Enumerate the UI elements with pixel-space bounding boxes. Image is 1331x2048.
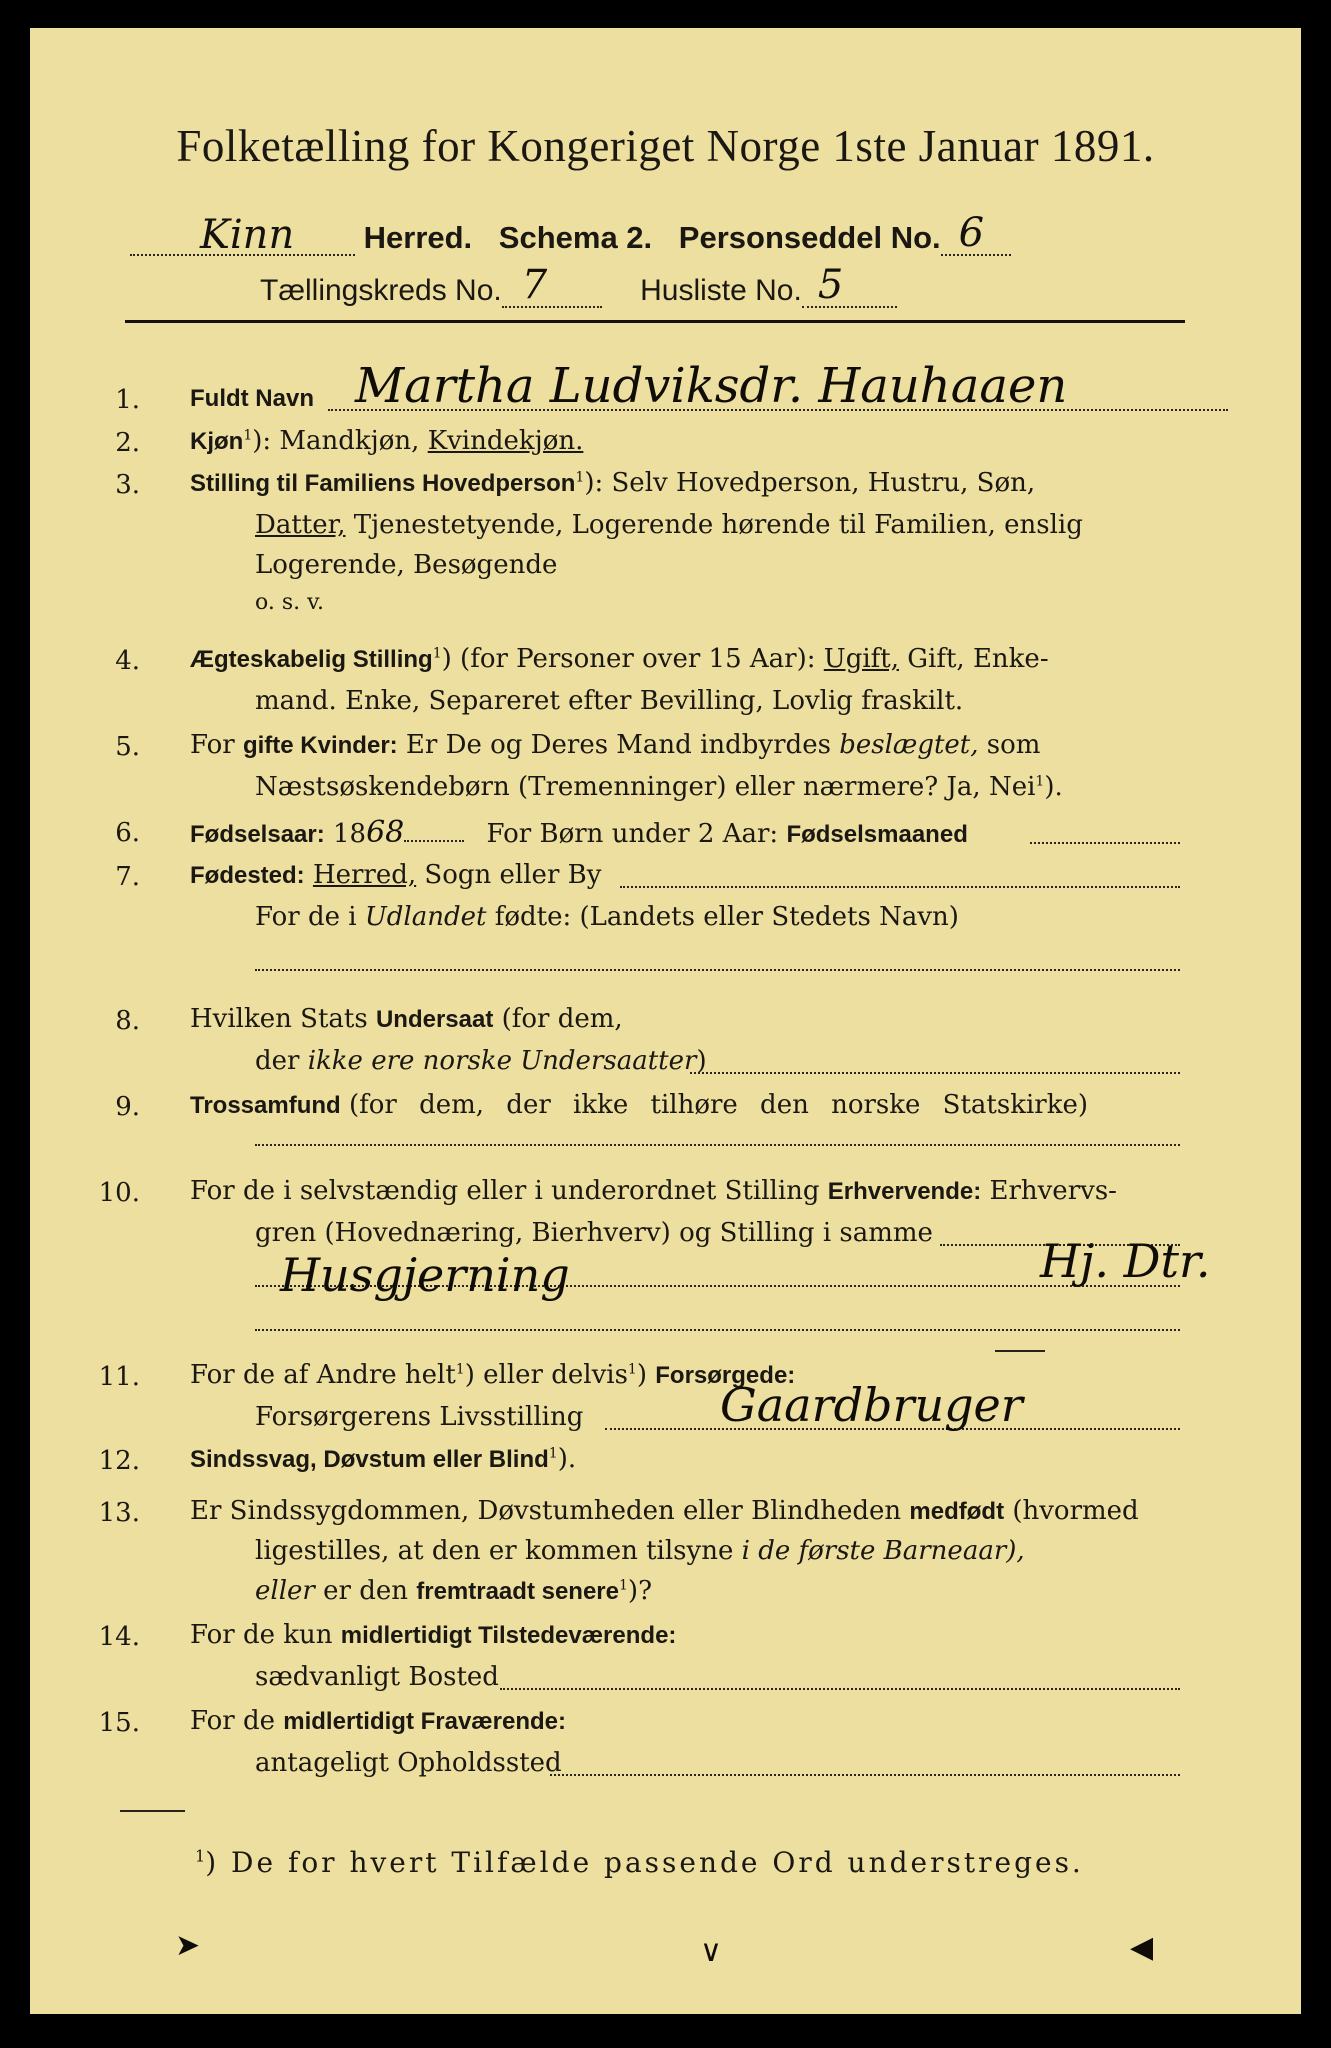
field-15-line	[550, 1773, 1180, 1776]
field-10-text-a: For de i selvstændig eller i underordnet Stilling	[190, 1176, 820, 1206]
field-8-line	[690, 1071, 1180, 1074]
field-6-text: For Børn under 2 Aar:	[486, 819, 779, 849]
field-9-label: Trossamfund	[190, 1092, 341, 1119]
field-4-number: 4.	[115, 646, 140, 676]
field-8-line2-i: ikke ere norske Undersaatter	[307, 1046, 697, 1076]
field-11-label: Forsørgede:	[655, 1362, 796, 1389]
field-15-text: For de	[190, 1706, 275, 1736]
husliste-label: Husliste No.	[640, 274, 802, 307]
field-13-line2-a: ligestilles, at den er kommen tilsyne	[255, 1536, 734, 1566]
field-8-label: Undersaat	[375, 1006, 494, 1033]
field-7-line2-i: Udlandet	[364, 902, 487, 932]
field-6-line	[1030, 841, 1180, 844]
field-10-line2: gren (Hovednæring, Bierhverv) og Stilling i samme	[255, 1218, 933, 1248]
field-13-line3-a: er den	[323, 1576, 408, 1606]
field-2-kvindekjon: Kvindekjøn.	[427, 426, 584, 456]
field-7-line2-b: fødte: (Landets eller Stedets Navn)	[494, 902, 959, 932]
form-title: Folketælling for Kongeriget Norge 1ste Januar 1891.	[176, 121, 1155, 171]
field-14-text: For de kun	[190, 1620, 333, 1650]
field-9-line	[255, 1143, 1180, 1146]
field-4-text-b: Gift, Enke-	[907, 644, 1049, 674]
field-9-text: (for dem, der ikke tilhøre den norske Statskirke)	[348, 1090, 1089, 1120]
field-10-text-b: Erhvervs-	[989, 1176, 1117, 1206]
field-14-line2: sædvanligt Bosted	[255, 1662, 499, 1692]
field-10-value2: Hj. Dtr.	[1040, 1234, 1211, 1288]
footnote-text: De for hvert Tilfælde passende Ord understreges.	[231, 1846, 1084, 1879]
field-7-line2-a: For de i	[255, 902, 357, 932]
field-4-ugift: Ugift,	[823, 644, 899, 674]
footnote-mark: 1	[195, 1846, 206, 1866]
field-3-number: 3.	[115, 470, 140, 500]
field-6-prefix: 18	[332, 819, 367, 849]
field-9-number: 9.	[115, 1092, 140, 1122]
field-8-text-b: (for dem,	[501, 1004, 623, 1034]
field-13-label: medfødt	[909, 1498, 1005, 1525]
field-11-text-b: ) eller delvis	[464, 1360, 628, 1390]
field-3-label: Stilling til Familiens Hovedperson	[190, 470, 576, 497]
field-5-text-c: som	[986, 730, 1041, 760]
field-2-text: ): Mandkjøn,	[252, 426, 420, 456]
field-13-line3-b: fremtraadt senere	[416, 1578, 619, 1605]
field-13-text-b: (hvormed	[1012, 1496, 1139, 1526]
field-11-line2: Forsørgerens Livsstilling	[255, 1402, 584, 1432]
field-2-label: Kjøn	[190, 428, 244, 455]
field-15-label: midlertidigt Fraværende:	[283, 1708, 566, 1735]
field-11-text-a: For de af Andre helt	[190, 1360, 456, 1390]
husliste-value: 5	[817, 262, 844, 308]
field-3-datter: Datter,	[255, 510, 346, 540]
field-4-text: ) (for Personer over 15 Aar):	[441, 644, 816, 674]
field-7-herred: Herred,	[312, 860, 417, 890]
field-6-number: 6.	[115, 818, 140, 848]
field-13-line3-i: eller	[255, 1576, 315, 1606]
field-15-line2: antageligt Opholdssted	[255, 1748, 562, 1778]
field-13-line2-i: i de første Barneaar),	[741, 1536, 1025, 1566]
field-3-line1: ): Selv Hovedperson, Hustru, Søn,	[584, 468, 1036, 498]
field-12-number: 12.	[98, 1446, 140, 1476]
field-4-line2: mand. Enke, Separeret efter Bevilling, Lovlig fraskilt.	[255, 686, 964, 716]
footnote-rule	[120, 1810, 185, 1812]
field-10-value: Husgjerning	[280, 1248, 570, 1302]
field-5-text-b: Er De og Deres Mand indbyrdes	[405, 730, 831, 760]
kreds-value: 7	[521, 262, 548, 308]
field-3-line2: Tjenestetyende, Logerende hørende til Familien, enslig	[353, 510, 1083, 540]
footnote: $^1$) De for hvert Tilfælde passende Ord understreges.	[195, 1846, 1084, 1879]
field-5-label: gifte Kvinder:	[242, 732, 398, 759]
field-10-label: Erhvervende:	[827, 1178, 982, 1205]
kreds-line	[260, 262, 897, 308]
field-7-label: Fødested:	[190, 862, 305, 889]
field-6-value: 68	[366, 815, 405, 850]
field-8-number: 8.	[115, 1006, 140, 1036]
field-14-line	[500, 1687, 1180, 1690]
field-3-line3: Logerende, Besøgende	[255, 550, 558, 580]
personseddel-value: 6	[958, 210, 985, 256]
field-10-number: 10.	[98, 1178, 140, 1208]
field-14-label: midlertidigt Tilstedeværende:	[340, 1622, 677, 1649]
field-11-value: Gaardbruger	[720, 1378, 1023, 1432]
census-form: Folketælling for Kongeriget Norge 1ste Januar 1891. Kinn Herred. Schema 2. Personseddel No. 6 Tællingskreds No. 7 Husliste No. 5 1. Fuldt Navn Martha Ludviksdr. Hauhaaen 2. Kjøn$^1$): Mandkjøn, Kvindekjøn. 3. Stilling til Familiens Hovedperson$^1$): Selv Hovedperson, Hustru, Søn, Datter, Tjenestetyende, Logerende hørende til Familien, enslig Logerende, Besøgende o. s. v. 4. Ægteskabelig Stilling$^1$) (for Personer over 15 Aar): Ugift, Gift, Enke- mand. Enke, Separeret efter Bevilling, Lovlig fraskilt. 5. For gifte Kvinder: Er De og Deres Mand indbyrdes beslægtet, som Næstsøskendebørn (Tremenninger) eller nærmere? Ja, Nei$^1$). 6. Fødselsaar: 1868 For Børn under 2 Aar: Fødselsmaaned 7. Fødested: Herred, Sogn eller By For de i Udlandet fødte: (Landets eller Stedets Navn) 8. Hvilken Stats Undersaat (for dem, der ikke ere norske Undersaatter) 9. Trossamfund (for dem, der ikke tilhøre den norske Statskirke) 10. For de i selvstændig eller i underordnet Stilling Erhvervende: Erhvervs- gren (Hovednæring, Bierhverv) og Stilling i samme Husgjerning Hj. Dtr. 11. For de af Andre helt$^1$) eller delvis$^1$) Forsørgede: Forsørgerens Livsstilling Gaardbruger 12. Sindssvag, Døvstum eller Blind$^1$). 13. Er Sindssygdommen, Døvstumheden eller Blindheden medfødt (hvormed ligestilles, at den er kommen tilsyne i de første Barneaar), eller er den fremtraadt senere$^1$)? 14. For de kun midlertidigt Tilstedeværende: sædvanligt Bosted 15. For de midlertidigt Fraværende: antageligt Opholdssted $^1$) De for hvert Tilfælde passende Ord understreges. ➤ ∨ ◀	[30, 28, 1301, 2014]
field-11-dash	[995, 1350, 1045, 1352]
field-12-label: Sindssvag, Døvstum eller Blind	[190, 1446, 549, 1473]
field-8-text-a: Hvilken Stats	[190, 1004, 368, 1034]
field-7-line2	[255, 968, 1180, 971]
field-5-text-a: For	[190, 730, 235, 760]
field-3-line4: o. s. v.	[255, 590, 324, 615]
field-8-line2-a: der	[255, 1046, 300, 1076]
field-7-text: Sogn eller By	[424, 860, 602, 890]
field-6-label2: Fødselsmaaned	[786, 821, 968, 848]
field-14-number: 14.	[98, 1622, 140, 1652]
field-13-number: 13.	[98, 1498, 140, 1528]
schema-label: Schema 2.	[498, 220, 653, 255]
registration-mark-center: ∨	[700, 1934, 722, 1969]
field-6-label: Fødselsaar:	[190, 821, 325, 848]
field-10-line3-fill	[255, 1328, 1180, 1331]
field-1-label: Fuldt Navn	[190, 385, 314, 412]
field-11-number: 11.	[98, 1362, 140, 1392]
field-5-italic: beslægtet,	[839, 730, 979, 760]
field-5-number: 5.	[115, 732, 140, 762]
field-15-number: 15.	[98, 1708, 140, 1738]
field-7-number: 7.	[115, 862, 140, 892]
field-7-line	[620, 885, 1180, 888]
field-4-label: Ægteskabelig Stilling	[190, 646, 433, 673]
field-5-line2: Næstsøskendebørn (Tremenninger) eller nærmere? Ja, Nei	[255, 772, 1036, 802]
herred-value: Kinn	[200, 212, 295, 258]
personseddel-label: Personseddel No.	[678, 220, 941, 255]
registration-mark-left: ➤	[175, 1928, 201, 1963]
herred-line	[130, 210, 1011, 258]
field-1-number: 1.	[115, 385, 140, 415]
field-2-number: 2.	[115, 428, 140, 458]
field-13-text-a: Er Sindssygdommen, Døvstumheden eller Blindheden	[190, 1496, 902, 1526]
herred-label: Herred.	[363, 220, 473, 255]
registration-mark-right: ◀	[1130, 1930, 1154, 1965]
header-rule	[125, 320, 1185, 323]
kreds-label: Tællingskreds No.	[260, 274, 502, 307]
field-1-value: Martha Ludviksdr. Hauhaaen	[355, 358, 1068, 414]
